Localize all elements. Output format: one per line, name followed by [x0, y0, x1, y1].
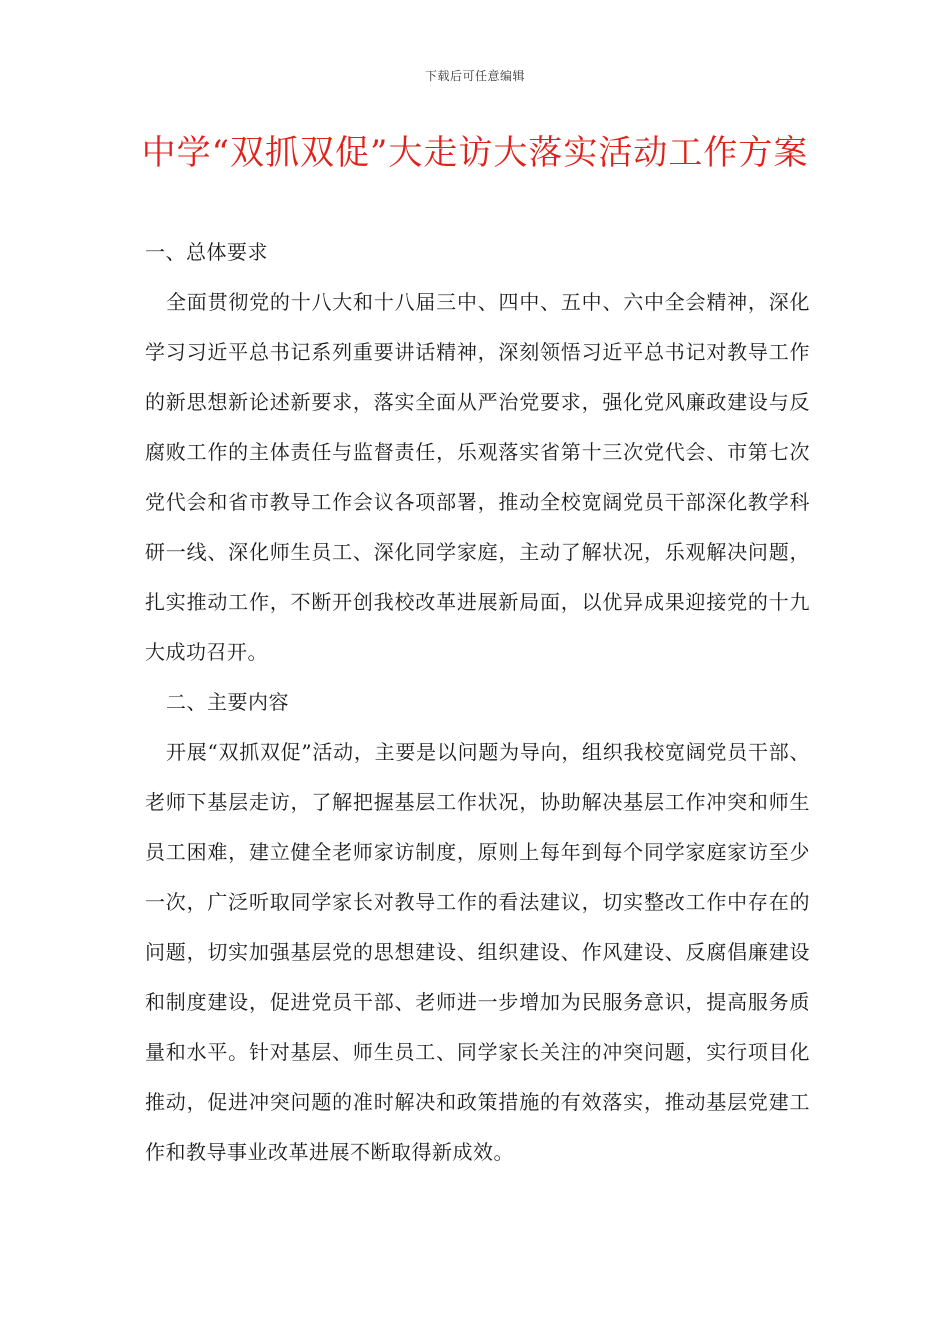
- document-body: [145, 227, 810, 1177]
- document-title: 中学“双抓双促”大走访大落实活动工作方案: [141, 133, 809, 173]
- section-paragraph-general-requirements: 全面贯彻党的十八大和十八届三中、四中、五中、六中全会精神，深化学习习近平总书记系列重要讲话精神，深刻领悟习近平总书记对教导工作的新思想新论述新要求，落实全面从严治党要求，强化党风廉政建设与反腐败工作的主体责任与监督责任，乐观落实省第十三次党代会、市第七次党代会和省市教导工作会议各项部署，推动全校宽阔党员干部深化教学科研一线、深化师生员工、深化同学家庭，主动了解状况，乐观解决问题，扎实推动工作，不断开创我校改革进展新局面，以优异成果迎接党的十九大成功召开。: [145, 290, 810, 664]
- section-heading-main-content: 二、主要内容: [166, 690, 289, 714]
- section-paragraph-main-content: 开展“双抓双促”活动，主要是以问题为导向，组织我校宽阔党员干部、老师下基层走访，了解把握基层工作状况，协助解决基层工作冲突和师生员工困难，建立健全老师家访制度，原则上每年到每个同学家庭家访至少一次，广泛听取同学家长对教导工作的看法建议，切实整改工作中存在的问题，切实加强基层党的思想建设、组织建设、作风建设、反腐倡廉建设和制度建设，促进党员干部、老师进一步增加为民服务意识，提高服务质量和水平。针对基层、师生员工、同学家长关注的冲突问题，实行项目化推动，促进冲突问题的准时解决和政策措施的有效落实，推动基层党建工作和教导事业改革进展不断取得新成效。: [145, 740, 810, 1164]
- download-note: 下载后可任意编辑: [424, 69, 525, 83]
- section-heading-general-requirements: 一、总体要求: [145, 240, 268, 264]
